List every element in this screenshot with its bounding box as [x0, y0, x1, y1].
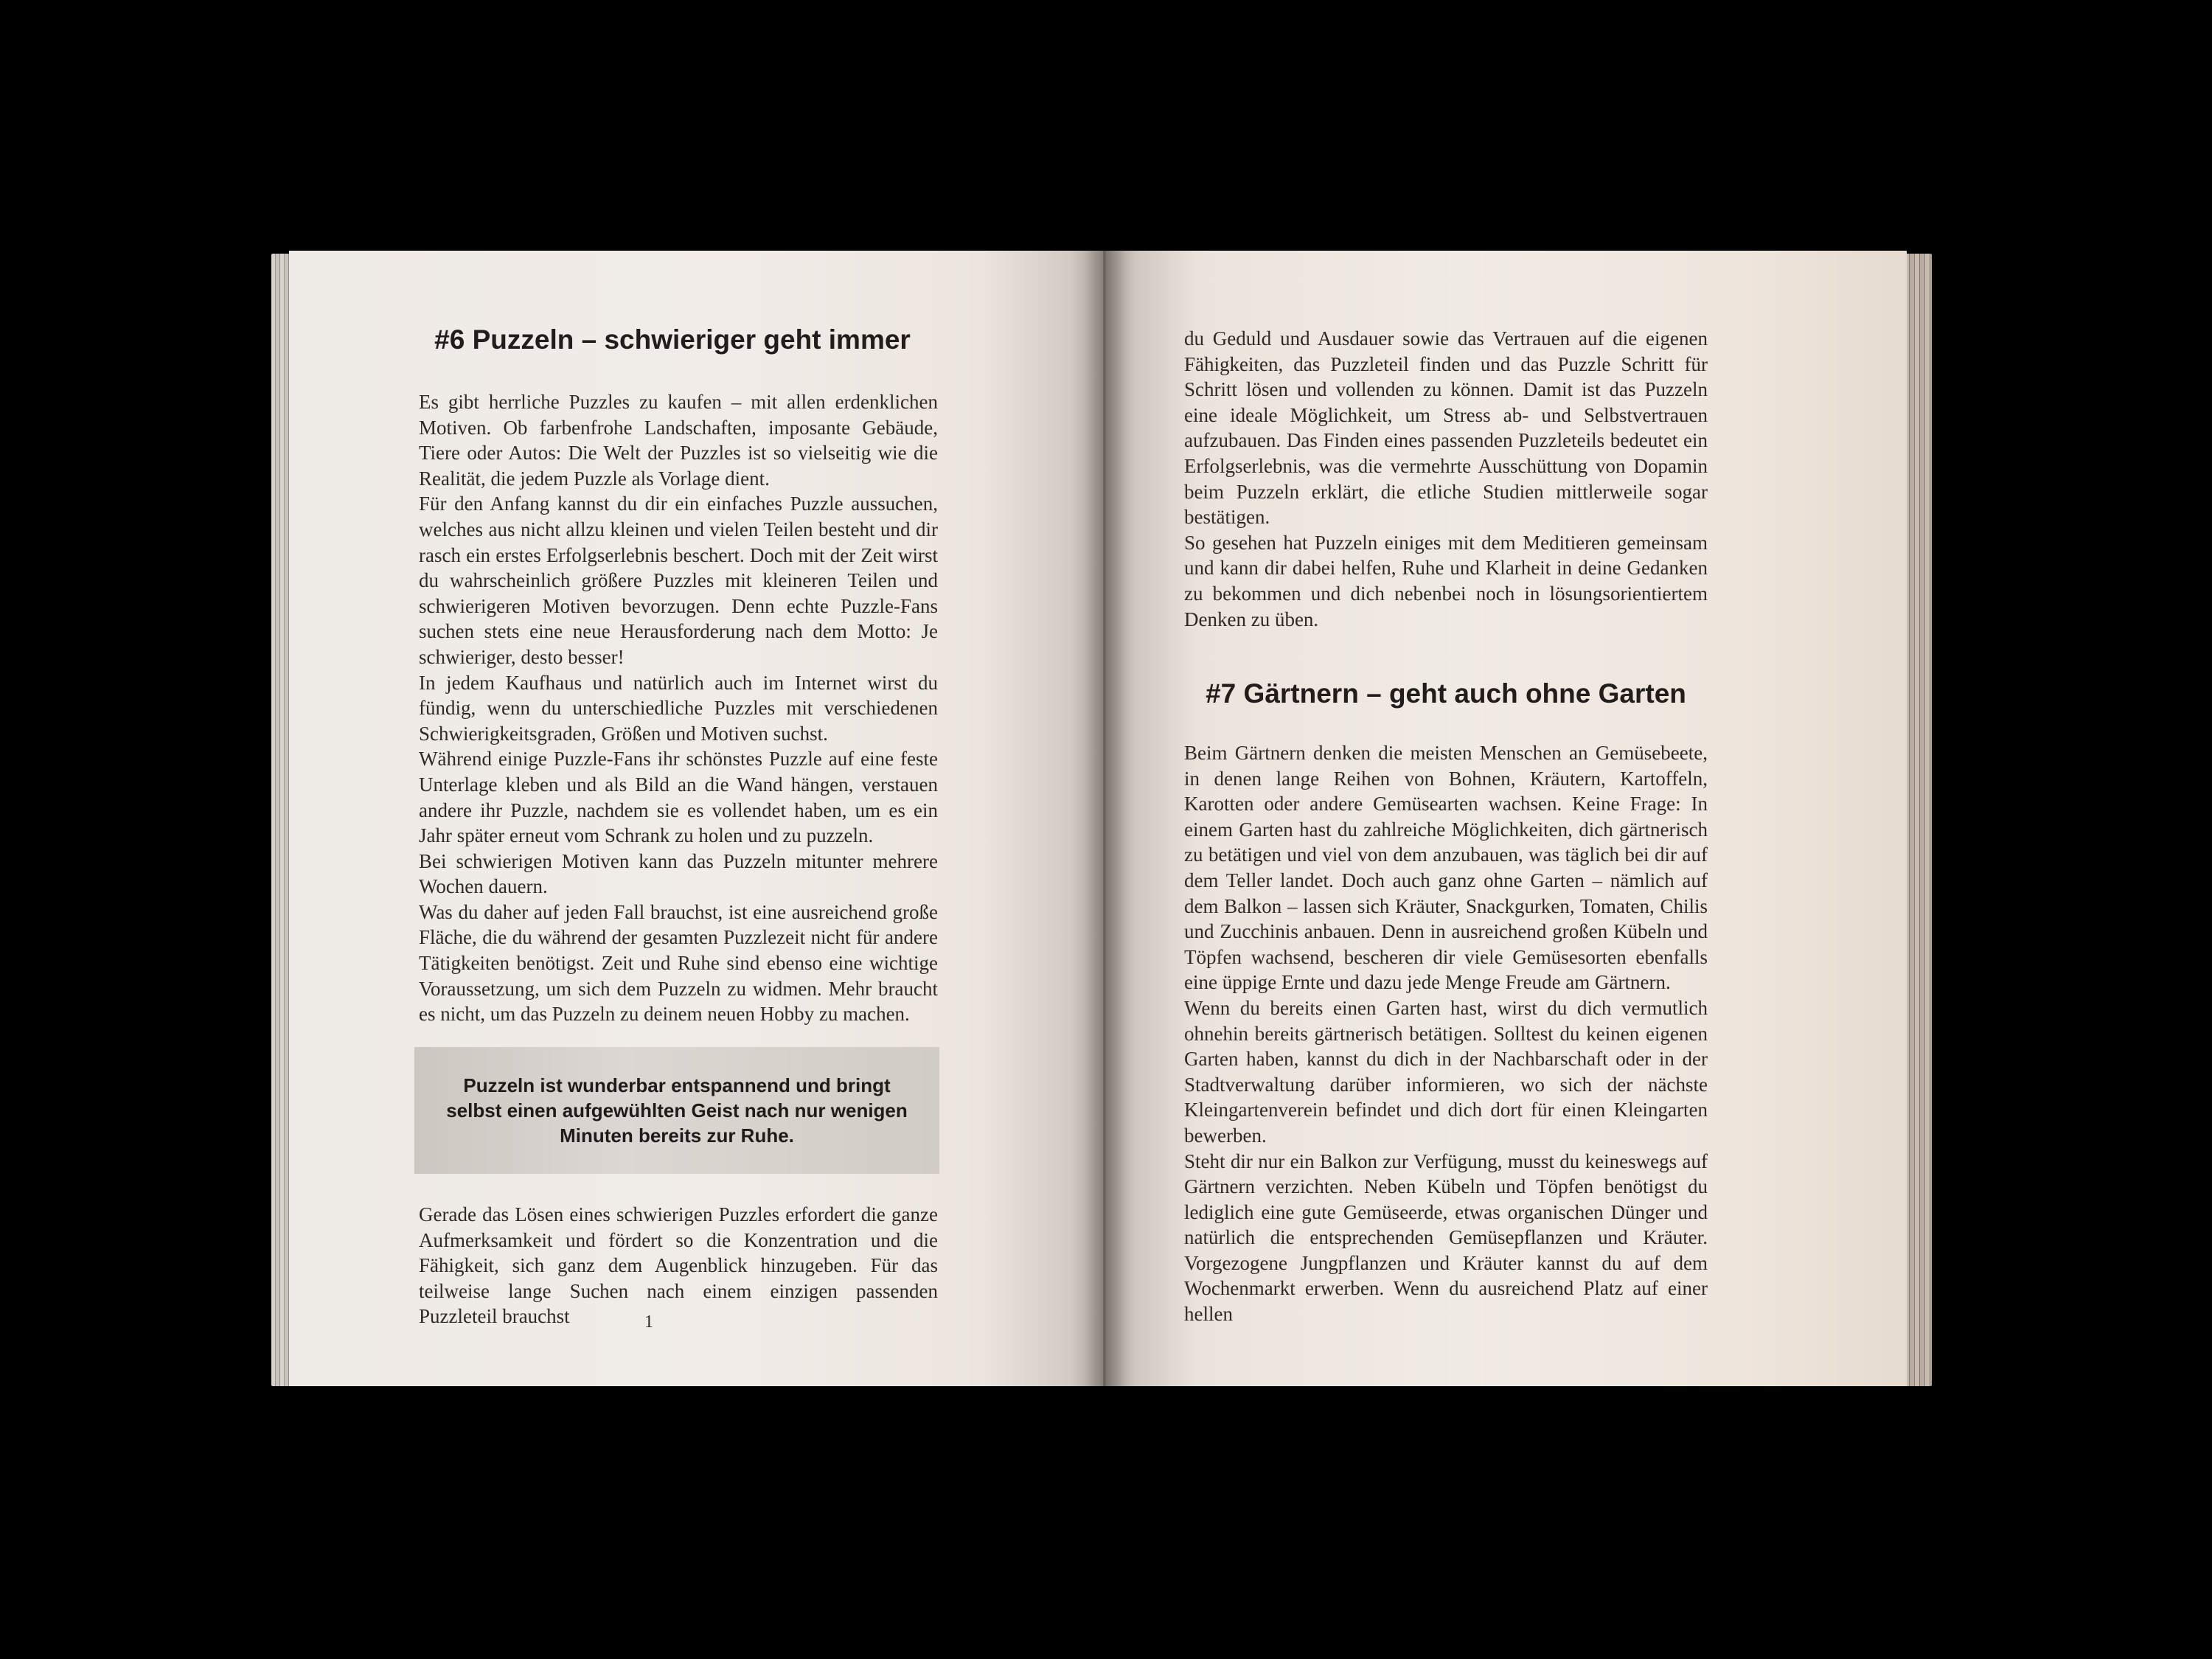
right-page-text-top [1184, 326, 1708, 632]
paragraph: Es gibt herrliche Puzzles zu kaufen – mit allen erdenklichen Motiven. Ob farbenfrohe Landschaften, imposante Gebäude, Tiere oder Autos: Die Welt der Puzzles ist so vielseitig wie die Realität, die jedem Puzzle als Vorlage dient. [419, 391, 938, 490]
paragraph: Steht dir nur ein Balkon zur Verfügung, musst du keineswegs auf Gärtnern verzichten. Neben Kübeln und Töpfen benötigst du lediglich eine gute Gemüseerde, etwas organischen Dünger und natürlich die entsprechenden Gemüsepflanzen und Kräuter. Vorgezogene Jungpflanzen und Kräuter kannst du auf dem Wochenmarkt erwerben. Wenn du ausreichend Platz auf einer hellen [1184, 1150, 1708, 1326]
page-number: 1 [644, 1312, 653, 1332]
paragraph: Gerade das Lösen eines schwierigen Puzzles erfordert die ganze Aufmerksamkeit und fördert so die Konzentration und die Fähigkeit, sich ganz dem Augenblick hinzugeben. Für das teilweise lange Suchen nach einem einzigen passenden Puzzleteil brauchst [419, 1203, 938, 1328]
paragraph: Beim Gärtnern denken die meisten Menschen an Gemüsebeete, in denen lange Reihen von Bohnen, Kräutern, Kartoffeln, Karotten oder andere Gemüsearten wachsen. Keine Frage: In einem Garten hast du zahlreiche Möglichkeiten, dich gärtnerisch zu betätigen und viel von dem anzubauen, was täglich bei dir auf dem Teller landet. Doch auch ganz ohne Garten – nämlich auf dem Balkon – lassen sich Kräuter, Snackgurken, Tomaten, Chilis und Zucchinis anbauen. Denn in ausreichend großen Kübeln und Töpfen wachsend, bescheren dir viele Gemüsesorten ebenfalls eine üppige Ernte und dazu jede Menge Freude am Gärtnern. [1184, 742, 1708, 994]
paragraph: So gesehen hat Puzzeln einiges mit dem Meditieren gemeinsam und kann dir dabei helfen, Ruhe und Klarheit in deine Gedanken zu bekommen und dich nebenbei noch in lösungsorientiertem Denken zu üben. [1184, 531, 1708, 630]
paragraph: Wenn du bereits einen Garten hast, wirst du dich vermutlich ohnehin bereits gärtnerisch betätigen. Solltest du keinen eigenen Garten haben, kannst du dich in der Nachbarschaft oder in der Stadtverwaltung darüber informieren, wo sich der nächste Kleingartenverein befindet und dich dort für einen Kleingarten bewerben. [1184, 996, 1708, 1147]
paragraph: Für den Anfang kannst du dir ein einfaches Puzzle aussuchen, welches aus nicht allzu kleinen und vielen Teilen besteht und dir rasch ein erstes Erfolgserlebnis beschert. Doch mit der Zeit wirst du wahrscheinlich größere Puzzles mit kleineren Teilen und schwierigeren Motiven bevorzugen. Denn echte Puzzle-Fans suchen stets eine neue Herausforderung nach dem Motto: Je schwieriger, desto besser! [419, 493, 938, 668]
right-page-heading: #7 Gärtnern – geht auch ohne Garten [1206, 678, 1686, 709]
left-page-text-top [419, 389, 938, 1027]
paragraph: Während einige Puzzle-Fans ihr schönstes Puzzle auf eine feste Unterlage kleben und als Bild an die Wand hängen, verstauen andere ihr Puzzle, nachdem sie es vollendet haben, um es ein Jahr später erneut vom Schrank zu holen und zu puzzeln. [419, 748, 938, 847]
paragraph: In jedem Kaufhaus und natürlich auch im Internet wirst du fündig, wenn du unterschiedliche Puzzles mit verschiedenen Schwierigkeitsgraden, Größen und Motiven suchst. [419, 671, 938, 745]
right-page [1103, 251, 1907, 1386]
callout-text: Puzzeln ist wunderbar entspannend und bringt selbst einen aufgewühlten Geist nach nur wenigen Minuten bereits zur Ruhe. [446, 1074, 908, 1147]
paragraph: du Geduld und Ausdauer sowie das Vertrauen auf die eigenen Fähigkeiten, das Puzzleteil finden und das Puzzle Schritt für Schritt lösen und vollenden zu können. Damit ist das Puzzeln eine ideale Möglichkeit, um Stress ab- und Selbstvertrauen aufzubauen. Das Finden eines passenden Puzzleteils bedeutet ein Erfolgserlebnis, was die vermehrte Ausschüttung von Dopamin beim Puzzeln erklärt, die etliche Studien mittlerweile sogar bestätigen. [1184, 327, 1708, 529]
left-page [289, 251, 1103, 1386]
left-page-text-bottom [419, 1202, 938, 1329]
right-page-text-bottom [1184, 740, 1708, 1327]
callout-box [414, 1047, 939, 1174]
paragraph: Bei schwierigen Motiven kann das Puzzeln mitunter mehrere Wochen dauern. [419, 849, 938, 898]
left-page-heading: #6 Puzzeln – schwieriger geht immer [434, 324, 911, 355]
paragraph: Was du daher auf jeden Fall brauchst, ist eine ausreichend große Fläche, die du während der gesamten Puzzlezeit nicht für andere Tätigkeiten benötigst. Zeit und Ruhe sind ebenso eine wichtige Voraussetzung, um sich dem Puzzeln zu widmen. Mehr braucht es nicht, um das Puzzeln zu deinem neuen Hobby zu machen. [419, 900, 938, 1026]
